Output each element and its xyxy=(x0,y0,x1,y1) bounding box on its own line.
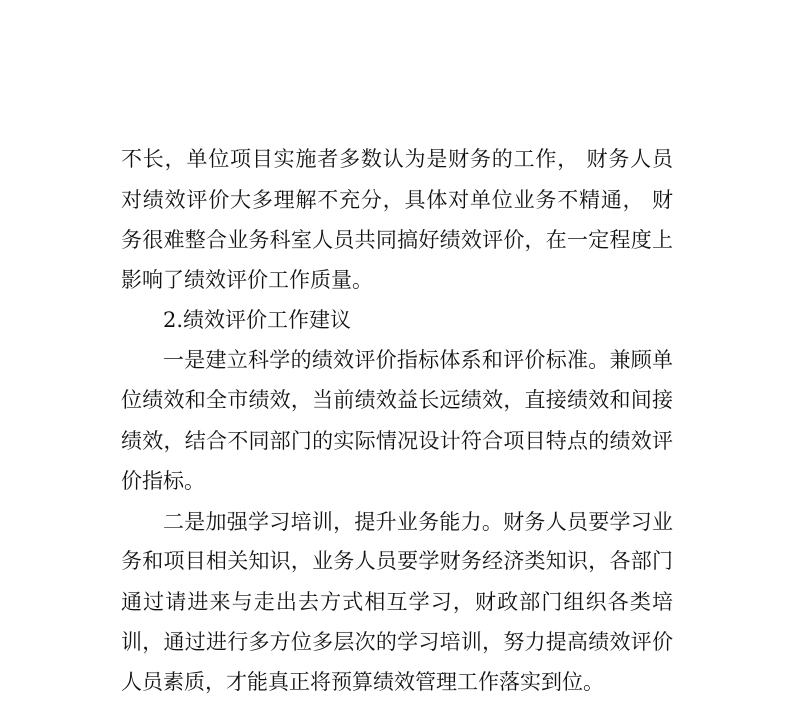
paragraph-line: 通过请进来与走出去方式相互学习，财政部门组织各类培 xyxy=(121,590,673,614)
paragraph-line: 训，通过进行多方位多层次的学习培训，努力提高绩效评价 xyxy=(121,630,673,654)
paragraph-line: 位绩效和全市绩效，当前绩效益长远绩效，直接绩效和间接 xyxy=(121,388,673,412)
paragraph-line: 二是加强学习培训，提升业务能力。财务人员要学习业 xyxy=(163,510,673,534)
paragraph-line: 一是建立科学的绩效评价指标体系和评价标准。兼顾单 xyxy=(163,348,673,372)
paragraph-line: 人员素质，才能真正将预算绩效管理工作落实到位。 xyxy=(121,670,604,694)
paragraph-line: 务很难整合业务科室人员共同搞好绩效评价，在一定程度上 xyxy=(121,228,673,252)
section-heading: 2.绩效评价工作建议 xyxy=(163,308,352,332)
paragraph-line: 价指标。 xyxy=(121,469,205,493)
paragraph-line: 不长，单位项目实施者多数认为是财务的工作， 财务人员 xyxy=(121,147,673,171)
paragraph-line: 对绩效评价大多理解不充分，具体对单位业务不精通， 财 xyxy=(121,188,673,212)
paragraph-line: 影响了绩效评价工作质量。 xyxy=(121,268,373,292)
paragraph-line: 绩效，结合不同部门的实际情况设计符合项目特点的绩效评 xyxy=(121,429,673,453)
paragraph-line: 务和项目相关知识，业务人员要学财务经济类知识，各部门 xyxy=(121,549,673,573)
